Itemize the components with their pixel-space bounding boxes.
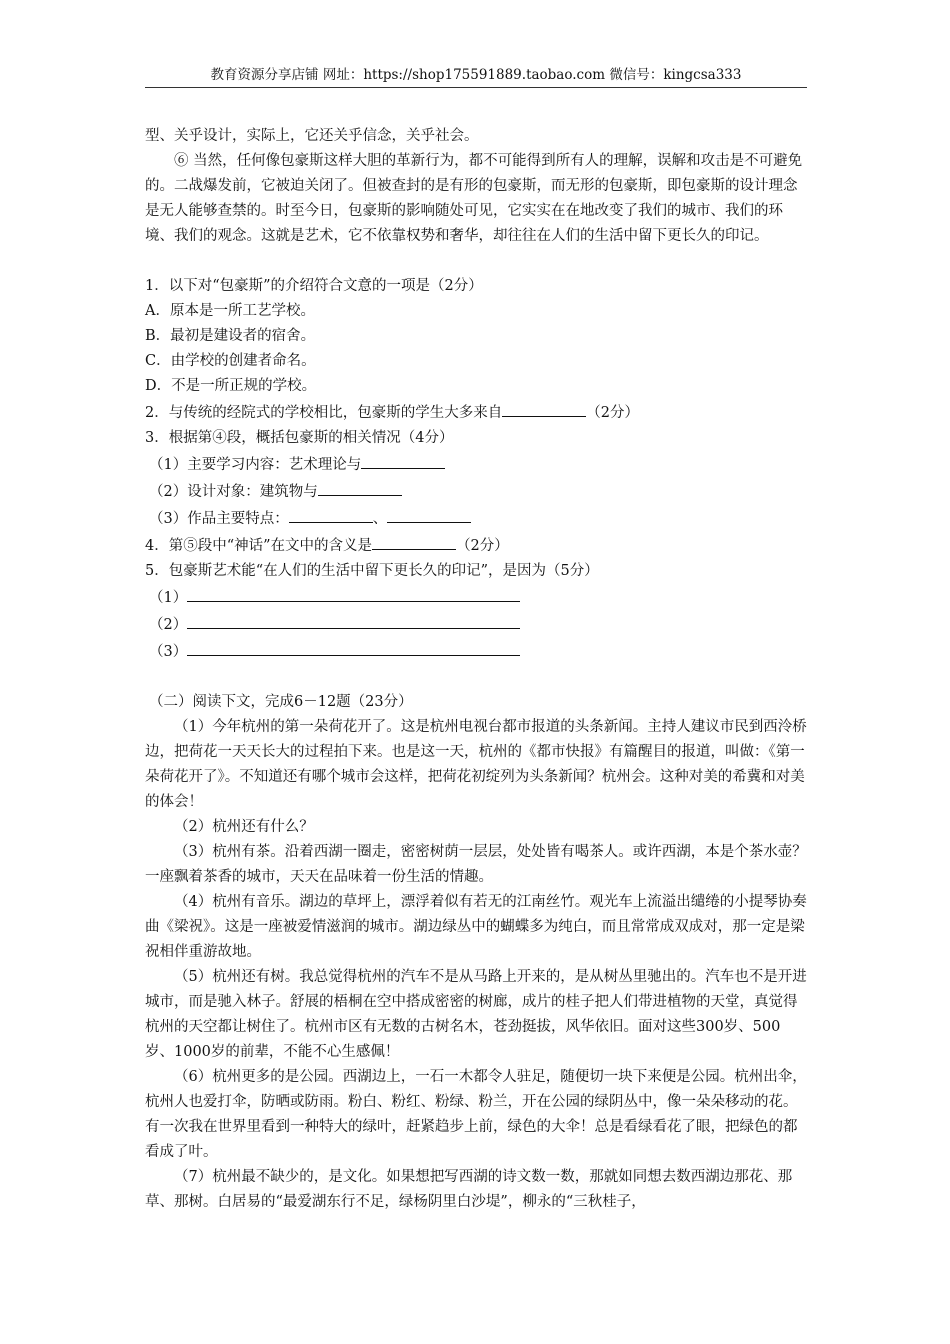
question-3-3	[145, 505, 807, 532]
question-3-1	[145, 451, 807, 478]
paragraph-6: ⑥ 当然，任何像包豪斯这样大胆的革新行为，都不可能得到所有人的理解，误解和攻击是不可避免的。二战爆发前，它被迫关闭了。但被查封的是有形的包豪斯，而无形的包豪斯，即包豪斯的设计理念是无人能够查禁的。时至今日，包豪斯的影响随处可见，它实实在在地改变了我们的城市、我们的环境、我们的观念。这就是艺术，它不依靠权势和奢华，却往往在人们的生活中留下更长久的印记。	[145, 153, 803, 244]
question-1-option-d: D．不是一所正规的学校。	[145, 378, 317, 394]
separator: 、	[372, 511, 388, 527]
page-header: 教育资源分享店铺 网址：https://shop175591889.taobao.com 微信号：kingcsa333	[145, 66, 807, 88]
question-5-1	[145, 584, 807, 611]
question-3-2	[145, 478, 807, 505]
section-2-paragraph-1: （1）今年杭州的第一朵荷花开了。这是杭州电视台都市报道的头条新闻。主持人建议市民到西泠桥边，把荷花一天天长大的过程拍下来。也是这一天，杭州的《都市快报》有篇醒目的报道，叫做：《第一朵荷花开了》。不知道还有哪个城市会这样，把荷花初绽列为头条新闻？杭州会。这种对美的希冀和对美的体会！	[145, 719, 807, 810]
spacer	[145, 665, 807, 690]
spacer	[145, 249, 807, 274]
answer-line[interactable]	[187, 584, 520, 602]
question-1-option-a: A．原本是一所工艺学校。	[145, 303, 315, 319]
answer-blank[interactable]	[361, 451, 445, 469]
question-1-option-c: C．由学校的创建者命名。	[145, 353, 316, 369]
answer-blank[interactable]	[502, 399, 586, 417]
answer-blank[interactable]	[318, 478, 402, 496]
answer-blank[interactable]	[387, 505, 471, 523]
question-4	[145, 532, 807, 559]
question-1-option-b: B．最初是建设者的宿舍。	[145, 328, 316, 344]
question-1: 1．以下对“包豪斯”的介绍符合文意的一项是（2分）	[145, 278, 483, 294]
answer-blank[interactable]	[372, 532, 456, 550]
question-5-3-label: （3）	[149, 644, 188, 660]
question-3-3-text: （3）作品主要特点：	[149, 511, 289, 527]
question-5: 5．包豪斯艺术能“在人们的生活中留下更长久的印记”，是因为（5分）	[145, 563, 599, 579]
passage-line: 型、关乎设计，实际上，它还关乎信念，关乎社会。	[145, 128, 479, 144]
section-2-paragraph-3: （3）杭州有茶。沿着西湖一圈走，密密树荫一层层，处处皆有喝茶人。或许西湖，本是个茶水壶？一座飘着茶香的城市，天天在品味着一份生活的情趣。	[145, 844, 807, 885]
question-2-score: （2分）	[586, 405, 639, 421]
question-3-1-text: （1）主要学习内容：艺术理论与	[149, 457, 362, 473]
section-2-paragraph-6: （6）杭州更多的是公园。西湖边上，一石一木都令人驻足，随便切一块下来便是公园。杭州出伞，杭州人也爱打伞，防晒或防雨。粉白、粉红、粉绿、粉兰，开在公园的绿阴丛中，像一朵朵移动的花。有一次我在世界里看到一种特大的绿叶，赶紧趋步上前，绿色的大伞！总是看绿看花了眼，把绿色的都看成了叶。	[145, 1069, 807, 1160]
document-body	[145, 124, 807, 1215]
question-4-score: （2分）	[456, 538, 509, 554]
question-3: 3．根据第④段，概括包豪斯的相关情况（4分）	[145, 430, 454, 446]
question-5-2	[145, 611, 807, 638]
answer-line[interactable]	[187, 638, 520, 656]
answer-blank[interactable]	[289, 505, 373, 523]
section-2-paragraph-5: （5）杭州还有树。我总觉得杭州的汽车不是从马路上开来的，是从树丛里驰出的。汽车也不是开进城市，而是驰入林子。舒展的梧桐在空中搭成密密的树廊，成片的桂子把人们带进植物的天堂，真觉得杭州的天空都让树住了。杭州市区有无数的古树名木，苍劲挺拔，风华依旧。面对这些300岁、500岁、1000岁的前辈，不能不心生感佩！	[145, 969, 807, 1060]
question-4-text: 4．第⑤段中“神话”在文中的含义是	[145, 538, 373, 554]
section-2-paragraph-4: （4）杭州有音乐。湖边的草坪上，漂浮着似有若无的江南丝竹。观光车上流溢出缱绻的小提琴协奏曲《梁祝》。这是一座被爱情滋润的城市。湖边绿丛中的蝴蝶多为纯白，而且常常成双成对，那一定是梁祝相伴重游故地。	[145, 894, 807, 960]
section-2-paragraph-2: （2）杭州还有什么？	[174, 819, 314, 835]
question-5-3	[145, 638, 807, 665]
question-5-1-label: （1）	[149, 590, 188, 606]
question-2-text: 2．与传统的经院式的学校相比，包豪斯的学生大多来自	[145, 405, 503, 421]
section-2-paragraph-7: （7）杭州最不缺少的，是文化。如果想把写西湖的诗文数一数，那就如同想去数西湖边那花、那草、那树。白居易的“最爱湖东行不足，绿杨阴里白沙堤”，柳永的“三秋桂子，	[145, 1169, 793, 1210]
question-5-2-label: （2）	[149, 617, 188, 633]
section-2-title: （二）阅读下文，完成6－12题（23分）	[149, 694, 413, 710]
answer-line[interactable]	[187, 611, 520, 629]
question-2	[145, 399, 807, 426]
question-3-2-text: （2）设计对象：建筑物与	[149, 484, 318, 500]
